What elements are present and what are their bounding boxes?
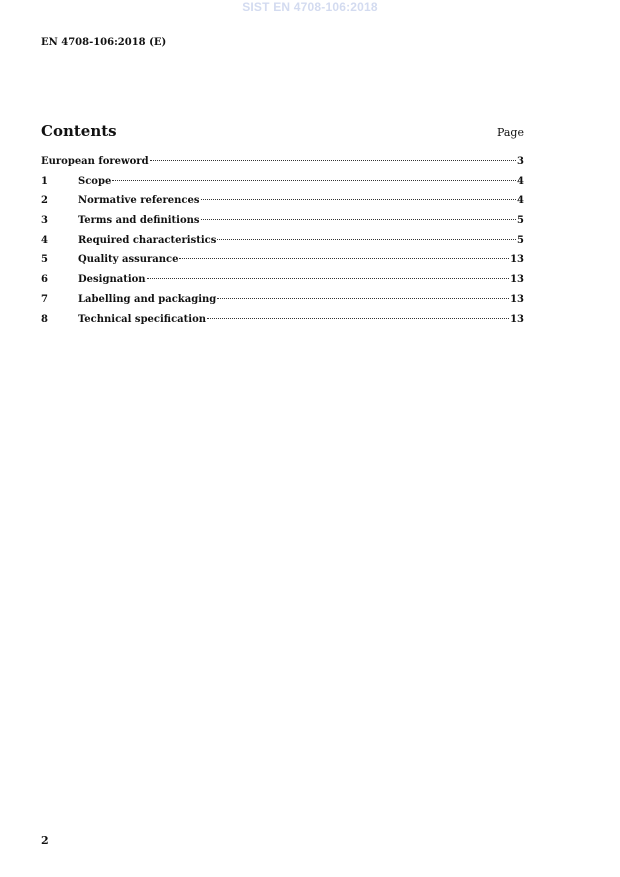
- toc-dot-leader: [147, 278, 510, 279]
- toc-entry-normative-references[interactable]: [41, 195, 524, 215]
- toc-entry-title: Normative references: [78, 195, 200, 207]
- toc-entry-technical-specification[interactable]: [41, 314, 524, 334]
- toc-dot-leader: [179, 258, 509, 259]
- toc-entry-page: 4: [517, 175, 524, 187]
- toc-entry-number: 8: [41, 313, 48, 325]
- toc-entry-number: 1: [41, 175, 48, 187]
- toc-entry-scope[interactable]: [41, 176, 524, 196]
- toc-entry-title: Labelling and packaging: [78, 293, 217, 305]
- toc-entry-title: Scope: [78, 175, 112, 187]
- toc-entry-designation[interactable]: [41, 274, 524, 294]
- toc-entry-page: 4: [517, 195, 524, 207]
- page-number: 2: [41, 834, 49, 847]
- toc-entry-number: 4: [41, 234, 48, 246]
- toc-dot-leader: [201, 199, 517, 200]
- toc-entry-title: Required characteristics: [78, 234, 217, 246]
- toc-entry-title: European foreword: [41, 156, 149, 167]
- toc-entry-title: Technical specification: [78, 313, 207, 325]
- toc-entry-labelling-and-packaging[interactable]: [41, 294, 524, 314]
- toc-entry-number: 3: [41, 215, 48, 227]
- toc-entry-terms-and-definitions[interactable]: [41, 215, 524, 235]
- toc-entry-title: Quality assurance: [78, 254, 179, 266]
- watermark: SIST EN 4708-106:2018: [242, 0, 378, 14]
- toc-entry-quality-assurance[interactable]: [41, 254, 524, 274]
- toc-entry-number: 5: [41, 254, 48, 266]
- toc-entry-page: 13: [510, 254, 524, 266]
- toc-entry-page: 3: [517, 156, 524, 167]
- document-identifier: EN 4708-106:2018 (E): [41, 37, 167, 48]
- toc-dot-leader: [217, 298, 509, 299]
- toc-entry-title: Designation: [78, 274, 146, 286]
- toc-entry-page: 13: [510, 293, 524, 305]
- toc-entry-title: Terms and definitions: [78, 215, 200, 227]
- toc-entry-page: 13: [510, 313, 524, 325]
- toc-entry-required-characteristics[interactable]: [41, 235, 524, 255]
- toc-dot-leader: [112, 180, 516, 181]
- toc-dot-leader: [201, 219, 517, 220]
- toc-entry-number: 2: [41, 195, 48, 207]
- contents-heading: Contents: [41, 122, 117, 140]
- toc-entry-european-foreword[interactable]: [41, 156, 524, 176]
- table-of-contents: [41, 156, 524, 333]
- toc-entry-number: 7: [41, 293, 48, 305]
- toc-entry-page: 5: [517, 234, 524, 246]
- toc-dot-leader: [150, 160, 516, 161]
- toc-dot-leader: [217, 239, 516, 240]
- toc-entry-page: 5: [517, 215, 524, 227]
- toc-entry-page: 13: [510, 274, 524, 286]
- toc-entry-number: 6: [41, 274, 48, 286]
- page-column-heading: Page: [496, 126, 524, 139]
- toc-dot-leader: [207, 318, 509, 319]
